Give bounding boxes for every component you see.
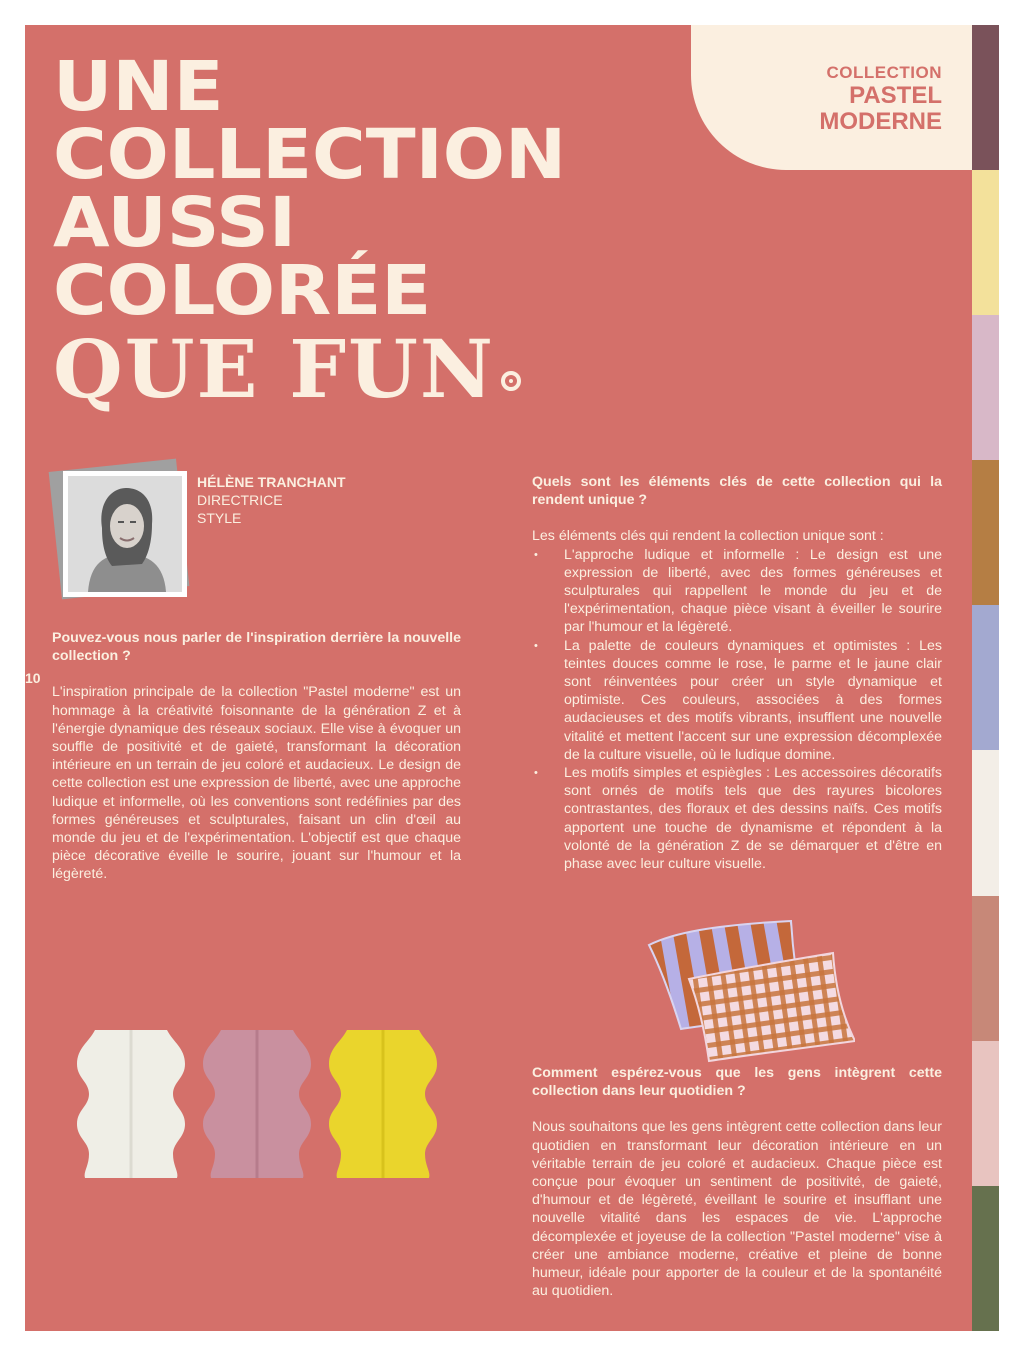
list-item: • La palette de couleurs dynamiques et optimistes : Les teintes douces comme le rose, le parme et le jaune clair sont réinventées pour créer un style dynamique et optimiste. Ces couleurs, associées à des formes audacieuses et des motifs vibrants, insufflent une nouvelle vitalité et mettent l'accent sur une expression décomplexée de la culture visuelle, où le ludique domine. [532,637,942,764]
badge-name-line2: MODERNE [819,108,942,135]
color-swatch [972,460,999,605]
title-accent-text: QUE FUN [53,322,495,416]
list-item: • Les motifs simples et espiègles : Les accessoires décoratifs sont ornés de motifs tels que des rayures bicolores contrastantes, des floraux et des dessins naïfs. Ces motifs apportent une touche de dynamisme et répondent à la volonté de la génération Z de se démarquer et d'être en phase avec leur culture visuelle. [532,764,942,873]
answer-daily-life: Nous souhaitons que les gens intègrent cette collection dans leur quotidien en transformant leur décoration intérieure en un véritable terrain de jeu coloré et audacieux. Chaque pièce est conçue pour évoquer un sentiment de positivité, de gaieté, d'humour et de légèreté, éveillant le sourire et insufflant une nouvelle vitalité dans les espaces de vie. L'approche décomplexée et joyeuse de la collection "Pastel moderne" vise à créer une ambiance moderne, créative et pleine de bonne humeur, idéale pour apporter de la couleur et de la spontanéité au quotidien. [532,1119,942,1300]
title-line-3: AUSSI [53,183,297,263]
vase-yellow [329,1030,437,1178]
question-daily-life: Comment espérez-vous que les gens intègrent cette collection dans leur quotidien ? [532,1065,942,1100]
question-inspiration: Pouvez-vous nous parler de l'inspiration derrière la nouvelle collection ? [52,630,461,665]
color-swatch [972,315,999,460]
vases-illustration [73,1020,463,1185]
author-info [197,473,346,527]
title-line-4: COLORÉE [53,251,432,331]
title-line-2: COLLECTION [53,115,567,195]
key-elements-list [532,546,942,874]
collection-badge [691,25,972,170]
author-name: HÉLÈNE TRANCHANT [197,474,346,490]
title-accent [53,322,537,416]
title-line-1: UNE [53,47,224,127]
main-title [53,47,567,416]
list-item: • L'approche ludique et informelle : Le design est une expression de liberté, avec des formes généreuses et sculpturales qui rappellent le monde du jeu et de l'expérimentation, chaque pièce visant à éveiller le sourire par l'humour et la légèreté. [532,546,942,637]
badge-label: COLLECTION [826,63,942,82]
badge-name-line1: PASTEL [849,82,942,109]
author-portrait [68,476,182,592]
cushions-illustration [643,913,855,1063]
color-swatch [972,1186,999,1331]
cushions-image [643,913,855,1068]
color-swatch-strip [972,25,999,1331]
page-number: 10 [25,670,41,686]
author-photo [63,471,187,597]
right-column-bottom [532,1064,942,1300]
portrait-illustration [68,476,182,592]
color-swatch [972,1041,999,1186]
vase-pink [203,1030,311,1178]
vase-cream [77,1030,185,1178]
author-role-line2: STYLE [197,510,242,526]
question-key-elements: Quels sont les éléments clés de cette collection qui la rendent unique ? [532,474,942,509]
vases-image [73,1020,463,1190]
color-swatch [972,896,999,1041]
answer-inspiration: L'inspiration principale de la collection "Pastel moderne" est un hommage à la créativité foisonnante de la génération Z et à l'énergie dynamique des réseaux sociaux. Elle vise à évoquer un souffle de positivité et de gaieté, transformant la décoration intérieure en un terrain de jeu coloré et audacieux. Le design de cette collection est une expression de liberté, avec une approche ludique et informelle, où les conventions sont redéfinies par des formes généreuses et sculpturales, faisant un clin d'œil au monde du jeu et de l'expérimentation. L'objectif est que chaque pièce décorative éveille le sourire, jouant sur l'humour et la légèreté. [52,684,461,883]
color-swatch [972,25,999,170]
color-swatch [972,750,999,895]
key-elements-intro: Les éléments clés qui rendent la collection unique sont : [532,528,884,545]
color-swatch [972,170,999,315]
color-swatch [972,605,999,750]
spiral-dot-icon [501,371,521,391]
author-role-line1: DIRECTRICE [197,492,283,508]
right-column [532,473,942,873]
magazine-page [25,25,972,1331]
left-column [52,629,461,884]
